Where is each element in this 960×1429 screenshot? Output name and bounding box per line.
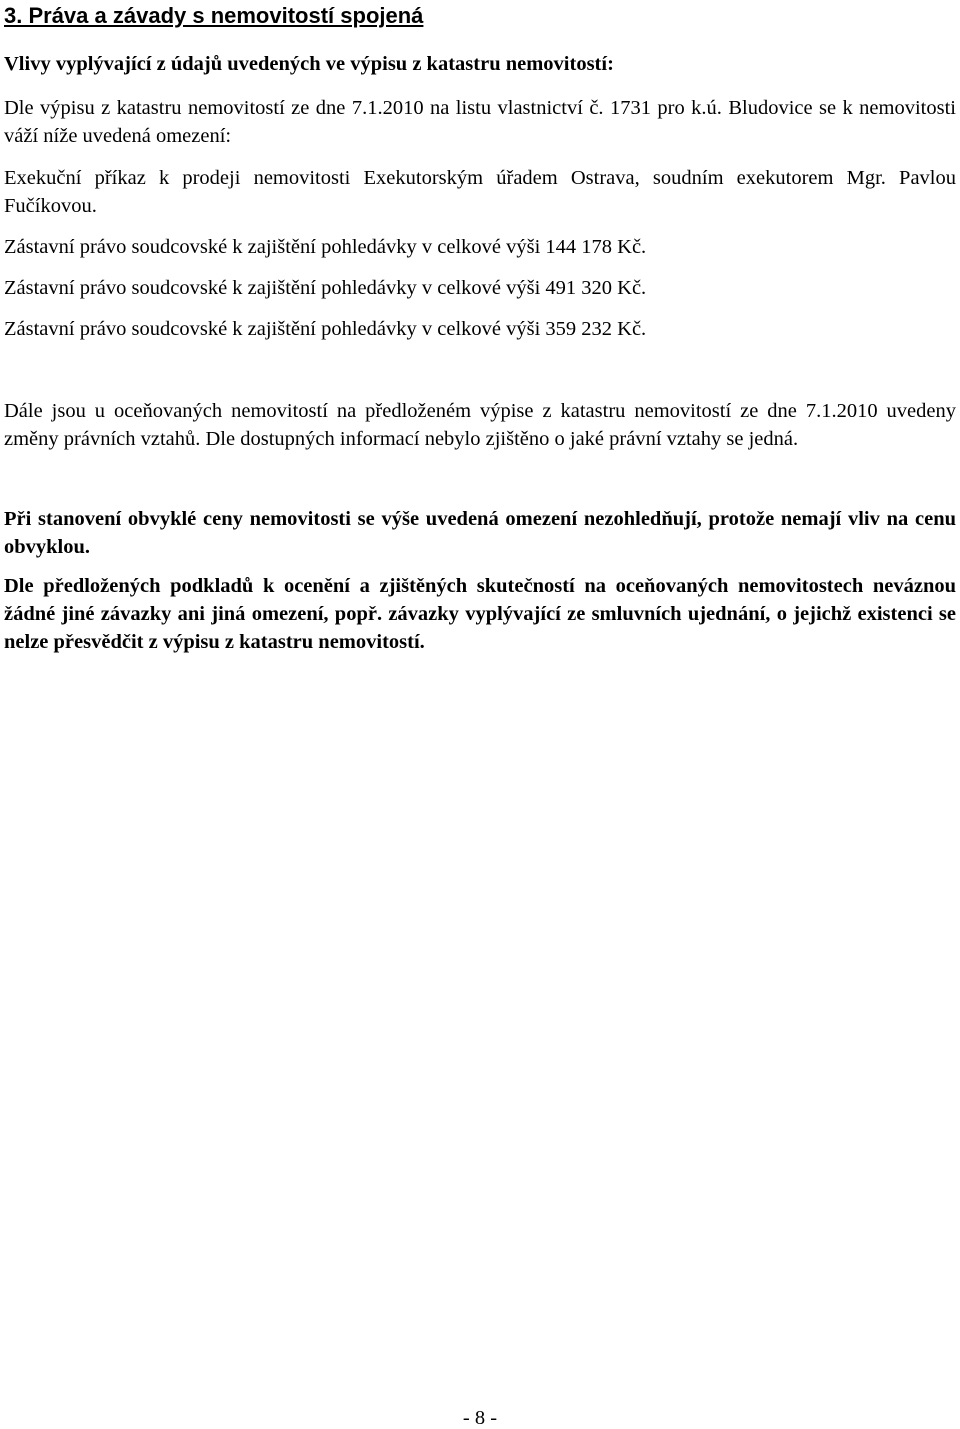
section-subtitle: Vlivy vyplývající z údajů uvedených ve výpisu z katastru nemovitostí: <box>4 53 614 75</box>
valuation-note-paragraph: Při stanovení obvyklé ceny nemovitosti se výše uvedená omezení nezohledňují, protože nemají vliv na cenu obvyklou. <box>4 508 956 558</box>
lien-paragraph-3: Zástavní právo soudcovské k zajištění pohledávky v celkové výši 359 232 Kč. <box>4 318 647 340</box>
no-other-liabilities-paragraph: Dle předložených podkladů k ocenění a zjištěných skutečností na oceňovaných nemovitostech neváznou žádné jiné závazky ani jiná omezení, popř. závazky vyplývající ze smluvních ujednání, o jejichž existenci se nelze přesvědčit z výpisu z katastru nemovitostí. <box>4 575 956 653</box>
lien-paragraph-1: Zástavní právo soudcovské k zajištění pohledávky v celkové výši 144 178 Kč. <box>4 236 647 258</box>
lien-paragraph-2: Zástavní právo soudcovské k zajištění pohledávky v celkové výši 491 320 Kč. <box>4 277 647 299</box>
section-heading: 3. Práva a závady s nemovitostí spojená <box>4 3 424 28</box>
extract-intro-paragraph: Dle výpisu z katastru nemovitostí ze dne 7.1.2010 na listu vlastnictví č. 1731 pro k.ú. Bludovice se k nemovitosti váží níže uvedená omezení: <box>4 97 956 147</box>
legal-changes-paragraph: Dále jsou u oceňovaných nemovitostí na předloženém výpise z katastru nemovitostí ze dne 7.1.2010 uvedeny změny právních vztahů. Dle dostupných informací nebylo zjištěno o jaké právní vztahy se jedná. <box>4 400 956 450</box>
page-number: - 8 - <box>462 1407 498 1429</box>
execution-order-paragraph: Exekuční příkaz k prodeji nemovitosti Exekutorským úřadem Ostrava, soudním exekutorem Mgr. Pavlou Fučíkovou. <box>4 167 956 217</box>
